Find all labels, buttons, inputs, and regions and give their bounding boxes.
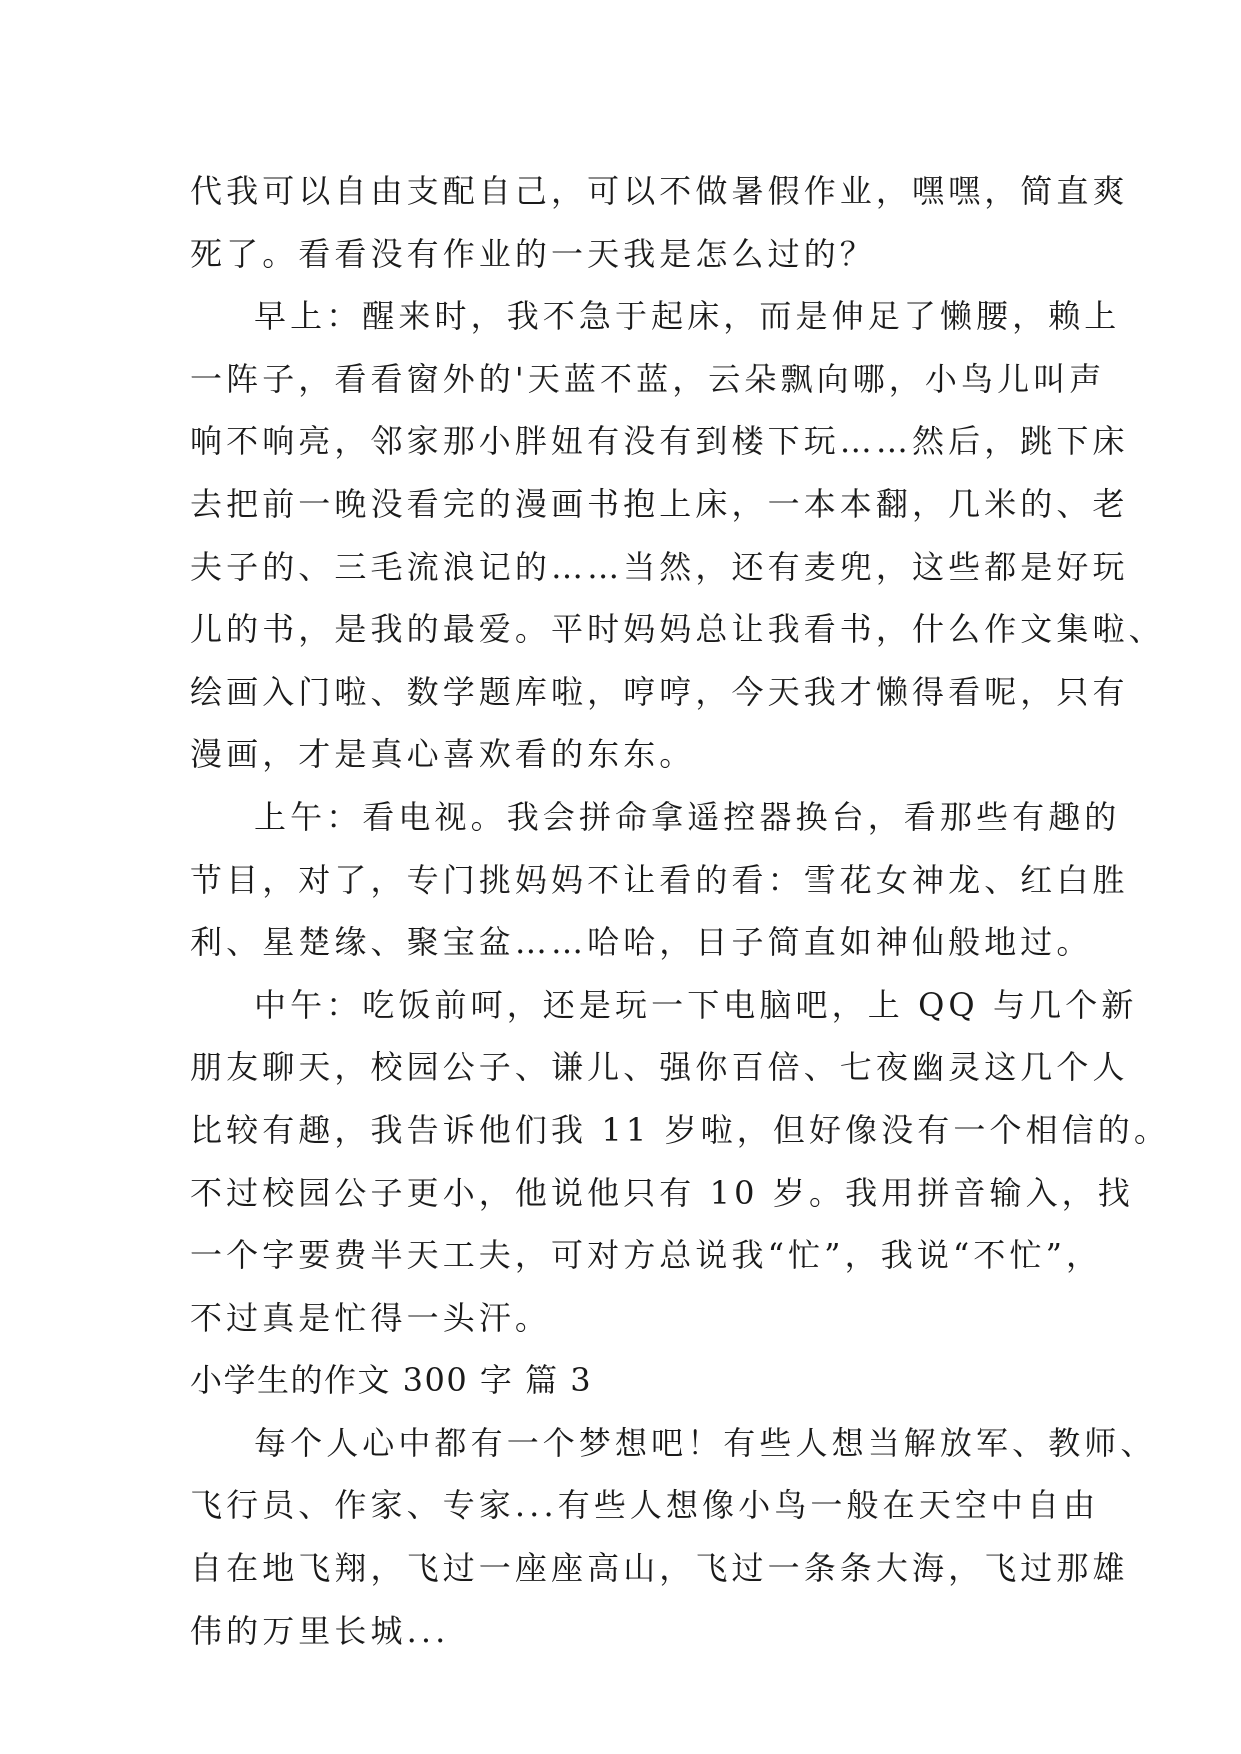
text-line: 伟的万里长城... xyxy=(190,1611,450,1650)
text-line: 不过真是忙得一头汗。 xyxy=(190,1298,552,1337)
text-line: 一个字要费半天工夫，可对方总说我“忙”，我说“不忙”， xyxy=(190,1236,1103,1275)
text-line: 去把前一晚没看完的漫画书抱上床，一本本翻，几米的、老 xyxy=(190,484,1129,523)
text-line: 早上：醒来时，我不急于起床，而是伸足了懒腰，赖上 xyxy=(254,297,1121,336)
text-line: 响不响亮，邻家那小胖妞有没有到楼下玩……然后，跳下床 xyxy=(190,422,1129,461)
section-heading: 小学生的作文 300 字 篇 3 xyxy=(190,1361,593,1400)
text-line: 朋友聊天，校园公子、谦儿、强你百倍、七夜幽灵这几个人 xyxy=(190,1048,1129,1087)
text-line: 中午：吃饭前呵，还是玩一下电脑吧，上 QQ 与几个新 xyxy=(254,985,1138,1024)
text-line: 儿的书，是我的最爱。平时妈妈总让我看书，什么作文集啦、 xyxy=(190,610,1165,649)
section-body xyxy=(190,1412,1157,1662)
document-body xyxy=(190,160,1170,1349)
text-line: 比较有趣，我告诉他们我 11 岁啦，但好像没有一个相信的。 xyxy=(190,1110,1170,1149)
text-line: 节目，对了，专门挑妈妈不让看的看：雪花女神龙、红白胜 xyxy=(190,860,1129,899)
text-line: 夫子的、三毛流浪记的……当然，还有麦兜，这些都是好玩 xyxy=(190,547,1129,586)
text-line: 每个人心中都有一个梦想吧！有些人想当解放军、教师、 xyxy=(254,1423,1157,1462)
text-line: 绘画入门啦、数学题库啦，哼哼，今天我才懒得看呢，只有 xyxy=(190,672,1129,711)
text-line: 死了。看看没有作业的一天我是怎么过的？ xyxy=(190,234,876,273)
text-line: 代我可以自由支配自己，可以不做暑假作业，嘿嘿，简直爽 xyxy=(190,172,1129,210)
text-line: 利、星楚缘、聚宝盆……哈哈，日子简直如神仙般地过。 xyxy=(190,923,1093,962)
text-line: 自在地飞翔，飞过一座座高山，飞过一条条大海，飞过那雄 xyxy=(190,1549,1129,1588)
text-line: 上午：看电视。我会拼命拿遥控器换台，看那些有趣的 xyxy=(254,797,1121,836)
text-line: 不过校园公子更小，他说他只有 10 岁。我用拼音输入，找 xyxy=(190,1173,1134,1212)
text-line: 漫画，才是真心喜欢看的东东。 xyxy=(190,735,696,774)
text-line: 飞行员、作家、专家...有些人想像小鸟一般在天空中自由 xyxy=(190,1486,1100,1525)
document-page xyxy=(190,160,1170,1662)
text-line: 一阵子，看看窗外的'天蓝不蓝，云朵飘向哪，小鸟儿叫声 xyxy=(190,359,1106,398)
